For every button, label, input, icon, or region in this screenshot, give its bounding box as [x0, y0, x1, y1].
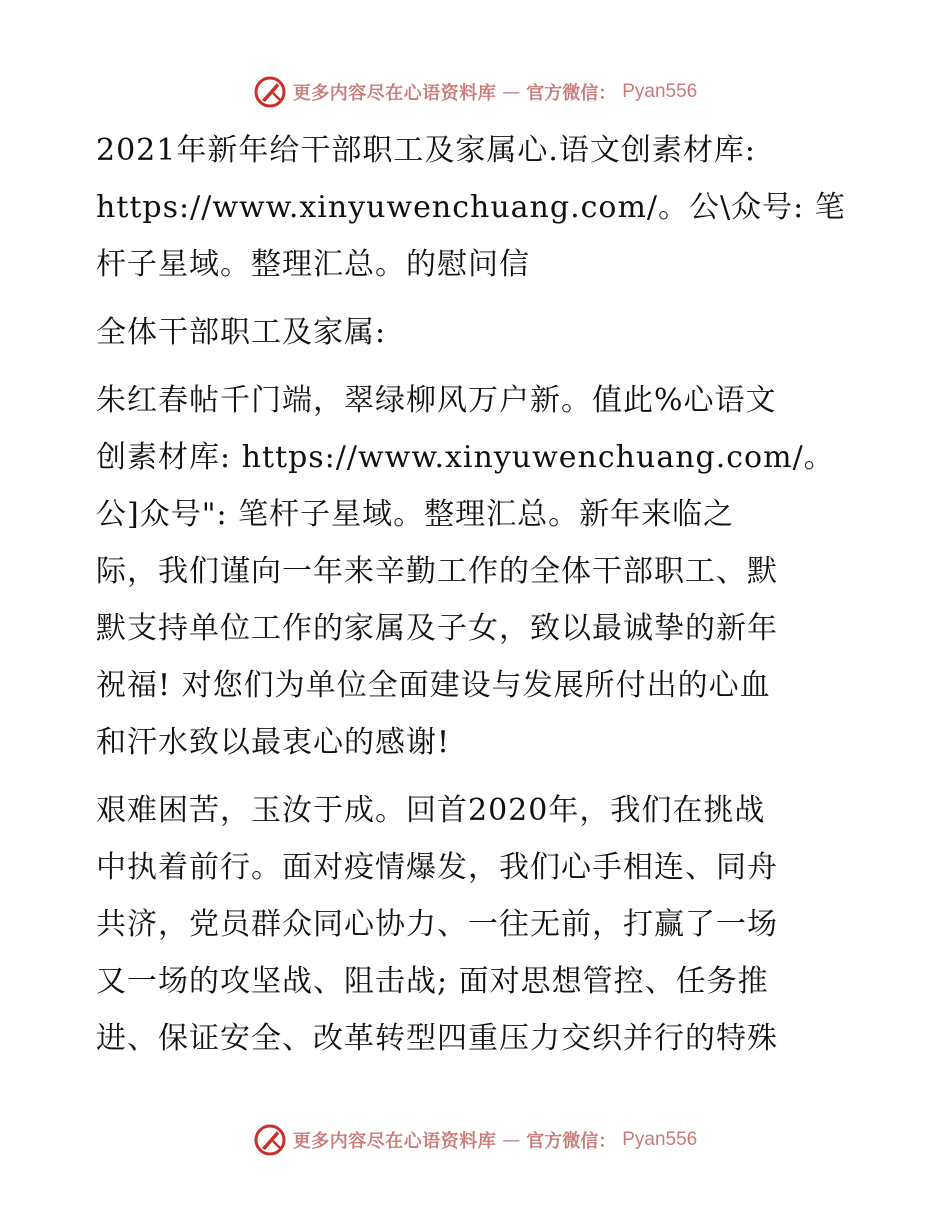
- paragraph-line: 际，我们谨向一年来辛勤工作的全体干部职工、默: [96, 554, 778, 589]
- header-watermark-banner: [0, 72, 950, 112]
- paragraph-line: 创素材库: https://www.xinyuwenchuang.com/。: [96, 440, 835, 475]
- header-dash: —: [502, 81, 521, 103]
- paragraph-line: 艰难困苦，玉汝于成。回首2020年，我们在挑战: [96, 793, 766, 828]
- paragraph-line: 公]众号": 笔杆子星域。整理汇总。新年来临之: [96, 497, 735, 532]
- header-wechat-id: Pyan556: [622, 81, 698, 102]
- salutation: [96, 304, 856, 361]
- title-line: 杆子星域。整理汇总。的慰问信: [96, 247, 530, 282]
- quill-logo-icon: [253, 1123, 287, 1157]
- salutation-line: 全体干部职工及家属:: [96, 315, 387, 350]
- paragraph-line: 和汗水致以最衷心的感谢!: [96, 725, 451, 760]
- quill-logo-icon: [253, 75, 287, 109]
- document-body: [96, 122, 856, 1078]
- header-wechat-label: 官方微信：: [526, 83, 617, 104]
- footer-wechat-id: Pyan556: [622, 1129, 698, 1150]
- header-site-text: 更多内容尽在心语资料库: [292, 83, 497, 104]
- paragraph-1: [96, 372, 856, 771]
- document-title: [96, 122, 856, 293]
- title-line: https://www.xinyuwenchuang.com/。公\众号: 笔: [96, 190, 846, 225]
- paragraph-line: 中执着前行。面对疫情爆发，我们心手相连、同舟: [96, 850, 778, 885]
- paragraph-line: 默支持单位工作的家属及子女，致以最诚挚的新年: [96, 611, 778, 646]
- title-line: 2021年新年给干部职工及家属心.语文创素材库:: [96, 133, 756, 168]
- paragraph-line: 进、保证安全、改革转型四重压力交织并行的特殊: [96, 1021, 778, 1056]
- paragraph-line: 共济，党员群众同心协力、一往无前，打赢了一场: [96, 907, 778, 942]
- footer-dash: —: [502, 1129, 521, 1151]
- paragraph-line: 又一场的攻坚战、阻击战; 面对思想管控、任务推: [96, 964, 769, 999]
- paragraph-2: [96, 782, 856, 1067]
- footer-watermark-banner: [0, 1120, 950, 1160]
- footer-wechat-label: 官方微信：: [526, 1131, 617, 1152]
- paragraph-line: 祝福! 对您们为单位全面建设与发展所付出的心血: [96, 668, 771, 703]
- footer-site-text: 更多内容尽在心语资料库: [292, 1131, 497, 1152]
- paragraph-line: 朱红春帖千门端，翠绿柳风万户新。值此%心语文: [96, 383, 777, 418]
